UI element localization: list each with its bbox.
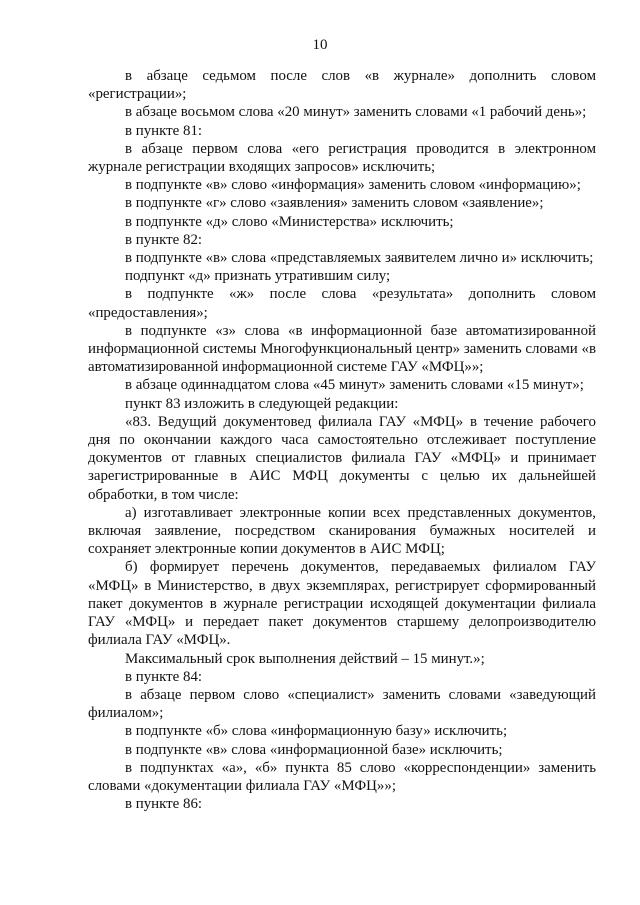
paragraph: в пункте 81: (125, 122, 203, 139)
paragraph: в абзаце седьмом после слов «в журнале» дополнить словом «регистрации»; (88, 68, 596, 103)
paragraph: в подпункте «в» слова «представляемых заявителем лично и» исключить; (125, 250, 594, 267)
paragraph: Максимальный срок выполнения действий – 15 минут.»; (125, 650, 485, 667)
paragraph: в подпункте «г» слово «заявления» заменить словом «заявление»; (125, 195, 544, 212)
paragraph: в подпункте «з» слова «в информационной базе автоматизированной информационной системы Многофункциональный центр» заменить словами «в автоматизированной информационной системе ГАУ «МФЦ»»; (88, 322, 596, 376)
paragraph: пункт 83 изложить в следующей редакции: (125, 395, 399, 412)
paragraph: в подпунктах «а», «б» пункта 85 слово «корреспонденции» заменить словами «документации филиала ГАУ «МФЦ»»; (88, 759, 596, 794)
paragraph: в подпункте «б» слова «информационную базу» исключить; (125, 723, 508, 740)
paragraph: в абзаце восьмом слова «20 минут» заменить словами «1 рабочий день»; (125, 104, 587, 121)
paragraph: в пункте 84: (125, 668, 203, 685)
paragraph: в пункте 82: (125, 231, 203, 248)
paragraph: в абзаце первом слово «специалист» заменить словами «заведующий филиалом»; (88, 686, 596, 722)
paragraph: подпункт «д» признать утратившим силу; (125, 268, 391, 285)
paragraph: в пункте 86: (125, 796, 203, 813)
paragraph: в подпункте «в» слово «информация» заменить словом «информацию»; (125, 177, 581, 194)
paragraph: в абзаце первом слова «его регистрация проводится в электронном журнале регистрации входящих запросов» исключить; (88, 140, 596, 176)
paragraph: б) формирует перечень документов, передаваемых филиалом ГАУ «МФЦ» в Министерство, в двух экземплярах, регистрирует сформированный пакет документов в журнале регистрации исходящей документации филиала ГАУ «МФЦ» и передает пакет документов старшему делопроизводителю филиала ГАУ «МФЦ». (88, 559, 596, 649)
paragraph: «83. Ведущий документовед филиала ГАУ «МФЦ» в течение рабочего дня по окончании каждого часа самостоятельно отслеживает поступление документов от главных специалистов филиала ГАУ «МФЦ» и принимает зарегистрированные в АИС МФЦ документы с целью их дальнейшей обработки, в том числе: (88, 413, 596, 503)
document-body (88, 67, 596, 813)
paragraph: в подпункте «д» слово «Министерства» исключить; (125, 213, 454, 230)
paragraph: а) изготавливает электронные копии всех представленных документов, включая заявление, посредством сканирования бумажных носителей и сохраняет электронные копии документов в АИС МФЦ; (88, 504, 596, 558)
paragraph: в абзаце одиннадцатом слова «45 минут» заменить словами «15 минут»; (125, 377, 584, 394)
paragraph: в подпункте «ж» после слова «результата» дополнить словом «предоставления»; (88, 286, 596, 321)
page-number: 10 (312, 37, 328, 53)
paragraph: в подпункте «в» слова «информационной базе» исключить; (125, 741, 503, 758)
